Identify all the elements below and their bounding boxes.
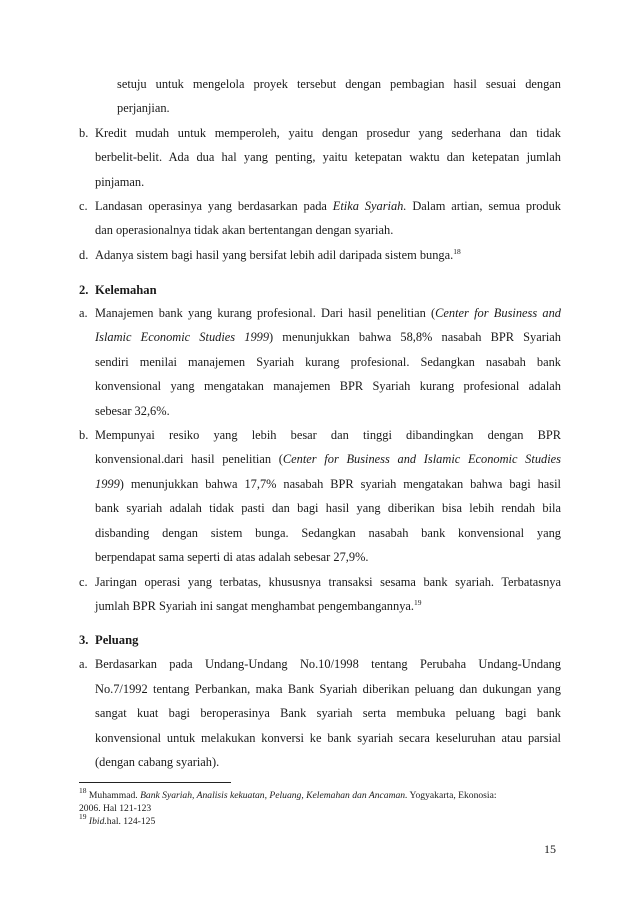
paragraph-line: Mempunyai resiko yang lebih besar dan tinggi dibandingkan dengan BPR (95, 428, 561, 442)
paragraph-line: Manajemen bank yang kurang profesional. Dari hasil penelitian (Center for Business and (95, 306, 561, 320)
paragraph-line: sendiri menilai manajemen Syariah kurang profesional. Sedangkan nasabah bank (95, 355, 561, 369)
paragraph-line: Islamic Economic Studies 1999) menunjukkan bahwa 58,8% nasabah BPR Syariah (95, 330, 561, 344)
paragraph-line: Jaringan operasi yang terbatas, khususnya transaksi sesama bank syariah. Terbatasnya (95, 575, 561, 589)
paragraph-line: berpendapat sama seperti di atas adalah sebesar 27,9%. (95, 550, 369, 564)
list-label: b. (79, 428, 89, 442)
paragraph-line: Kredit mudah untuk memperoleh, yaitu dengan prosedur yang sederhana dan tidak (95, 126, 561, 140)
section-number: 2. (79, 283, 89, 297)
section-number: 3. (79, 633, 89, 647)
paragraph-line: pinjaman. (95, 175, 145, 189)
paragraph-line: No.7/1992 tentang Perbankan, maka Bank Syariah diberikan peluang dan dukungan yang (95, 682, 561, 696)
paragraph-line: Landasan operasinya yang berdasarkan pada Etika Syariah. Dalam artian, semua produk (95, 199, 561, 213)
list-label: c. (79, 199, 88, 213)
list-label: a. (79, 657, 88, 671)
paragraph-line: sangat kuat bagi beroperasinya Bank syariah serta membuka peluang bagi bank (95, 706, 561, 720)
list-label: d. (79, 248, 89, 262)
paragraph-line: konvensional untuk melakukan konversi ke bank syariah secara keseluruhan atau parsial (95, 731, 561, 745)
paragraph-line: Berdasarkan pada Undang-Undang No.10/1998 tentang Perubaha Undang-Undang (95, 657, 561, 671)
paragraph-line: konvensional yang mengatakan manajemen BPR Syariah kurang profesional adalah (95, 379, 561, 393)
list-label: c. (79, 575, 88, 589)
paragraph-line: jumlah BPR Syariah ini sangat menghambat pengembangannya.$^{19}$ (95, 598, 422, 613)
paragraph-line: 1999) menunjukkan bahwa 17,7% nasabah BPR syariah mengatakan bahwa bagi hasil (95, 477, 561, 491)
paragraph-line: Adanya sistem bagi hasil yang bersifat lebih adil daripada sistem bunga.$^{18}$ (95, 247, 461, 262)
section-heading: Kelemahan (95, 283, 157, 297)
footnote-separator (79, 782, 231, 783)
paragraph-line: sebesar 32,6%. (95, 404, 170, 418)
paragraph-line: disbanding dengan sistem bunga. Sedangkan nasabah bank konvensional yang (95, 526, 561, 540)
footnote-ref: 18 (453, 247, 461, 256)
footnote-ref: 19 (414, 598, 422, 607)
paragraph-line: perjanjian. (117, 101, 170, 115)
list-label: b. (79, 126, 89, 140)
page-number: 15 (544, 842, 556, 856)
footnote: $^{18}$ Muhammad. Bank Syariah, Analisis kekuatan, Peluang, Kelemahan dan Ancaman. Yogyakarta, Ekonosia: (79, 786, 497, 801)
paragraph-line: berbelit-belit. Ada dua hal yang penting, yaitu ketepatan waktu dan ketepatan jumlah (95, 150, 561, 164)
paragraph-line: (dengan cabang syariah). (95, 755, 220, 769)
paragraph-line: bank syariah adalah tidak pasti dan bagi hasil yang diberikan bisa lebih rendah bila (95, 501, 561, 515)
section-heading: Peluang (95, 633, 139, 647)
paragraph-line: setuju untuk mengelola proyek tersebut dengan pembagian hasil sesuai dengan (117, 77, 561, 91)
paragraph-line: konvensional.dari hasil penelitian (Center for Business and Islamic Economic Studies (95, 452, 561, 466)
paragraph-line: dan operasionalnya tidak akan bertentangan dengan syariah. (95, 223, 394, 237)
footnote: $^{19}$ Ibid.hal. 124-125 (79, 812, 156, 827)
list-label: a. (79, 306, 88, 320)
footnote: 2006. Hal 121-123 (79, 803, 152, 814)
